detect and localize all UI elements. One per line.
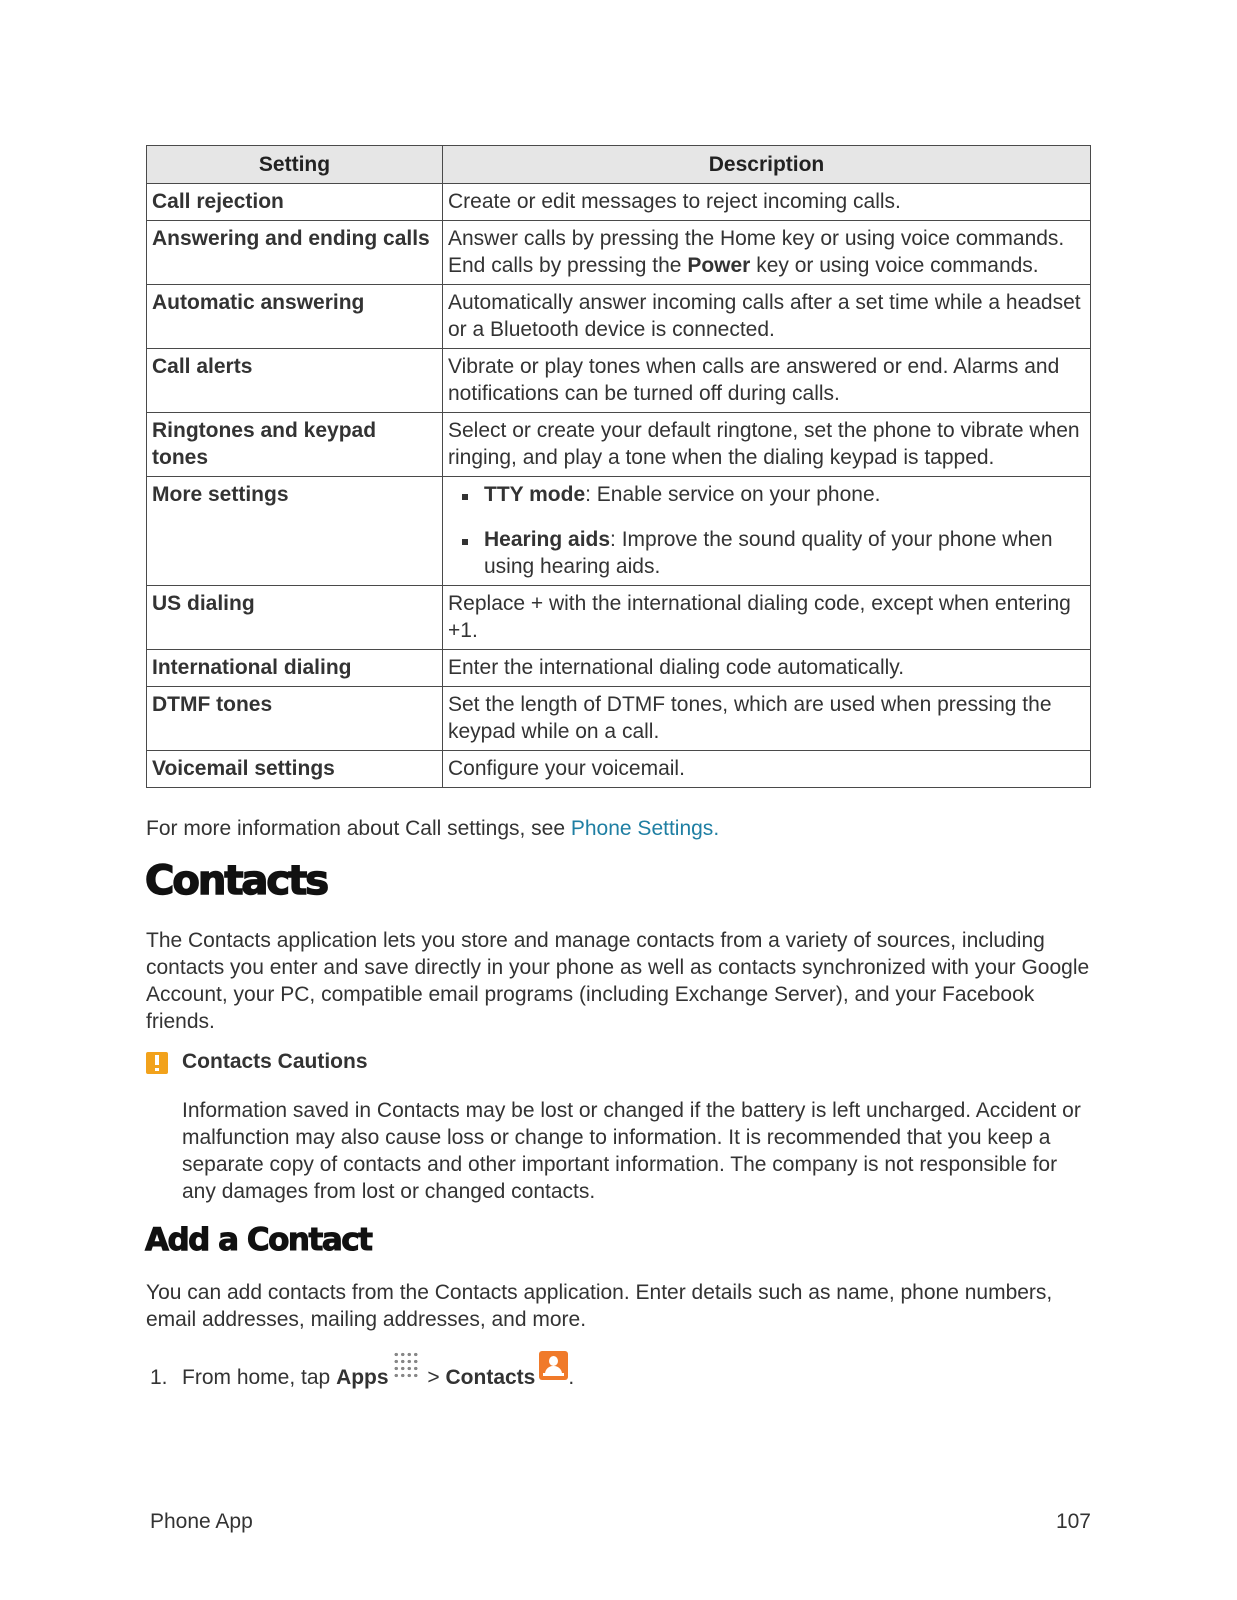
table-row [147, 477, 1091, 586]
column-header: Setting [147, 146, 443, 184]
setting-name: Voicemail settings [147, 751, 443, 788]
more-info-paragraph: For more information about Call settings, see Phone Settings. [146, 817, 720, 840]
contacts-app-icon [539, 1351, 568, 1380]
list-item: TTY mode: Enable service on your phone. [448, 481, 1085, 508]
setting-description: Select or create your default ringtone, set the phone to vibrate when ringing, and play a tone when the dialing keypad is tapped. [443, 413, 1091, 477]
setting-name: Automatic answering [147, 285, 443, 349]
setting-description: Answer calls by pressing the Home key or using voice commands. End calls by pressing the Power key or using voice commands. [443, 221, 1091, 285]
apps-label: Apps [336, 1366, 389, 1389]
setting-description: Vibrate or play tones when calls are answered or end. Alarms and notifications can be turned off during calls. [443, 349, 1091, 413]
contacts-heading: Contacts [145, 858, 328, 904]
setting-name: More settings [147, 477, 443, 586]
power-key-label: Power [687, 254, 751, 277]
table-header-row [147, 146, 1091, 184]
table-row [147, 184, 1091, 221]
setting-description: Configure your voicemail. [443, 751, 1091, 788]
caution-title: Contacts Cautions [182, 1050, 368, 1073]
setting-name: DTMF tones [147, 687, 443, 751]
contacts-intro: The Contacts application lets you store and manage contacts from a variety of sources, including contacts you enter and save directly in your phone as well as contacts synchronized with your Google Account, your PC, compatible email programs (including Exchange Server), and your Facebook friends. [146, 929, 1090, 1033]
setting-name: Ringtones and keypad tones [147, 413, 443, 477]
setting-description [443, 477, 1091, 586]
bullet-square-icon [462, 494, 468, 500]
footer-page-number: 107 [1055, 1510, 1091, 1533]
setting-name: US dialing [147, 586, 443, 650]
setting-description: Create or edit messages to reject incoming calls. [443, 184, 1091, 221]
call-settings-table [146, 145, 1091, 788]
caution-body: Information saved in Contacts may be lost or changed if the battery is left uncharged. Accident or malfunction may also cause loss or change to information. It is recommended that you keep a separate copy of contacts and other important information. The company is not responsible for any damages from lost or changed contacts. [182, 1099, 1081, 1203]
footer-section-name: Phone App [150, 1510, 253, 1533]
table-row [147, 687, 1091, 751]
add-contact-intro: You can add contacts from the Contacts application. Enter details such as name, phone numbers, email addresses, mailing addresses, and more. [146, 1281, 1053, 1331]
add-contact-heading: Add a Contact [145, 1222, 372, 1258]
setting-name: Call alerts [147, 349, 443, 413]
setting-description: Enter the international dialing code automatically. [443, 650, 1091, 687]
apps-grid-icon [393, 1351, 419, 1379]
contacts-label: Contacts [445, 1366, 536, 1389]
step-1: 1. From home, tap Apps > Contacts . [150, 1357, 574, 1391]
bullet-list [448, 481, 1085, 580]
table-row [147, 650, 1091, 687]
table-row [147, 285, 1091, 349]
column-header: Description [443, 146, 1091, 184]
setting-name: International dialing [147, 650, 443, 687]
table-row [147, 349, 1091, 413]
setting-description: Automatically answer incoming calls after a set time while a headset or a Bluetooth device is connected. [443, 285, 1091, 349]
bullet-square-icon [462, 539, 468, 545]
table-row [147, 586, 1091, 650]
table-row [147, 413, 1091, 477]
phone-settings-link[interactable]: Phone Settings [570, 817, 714, 840]
step-number: 1. [150, 1366, 168, 1389]
setting-name: Call rejection [147, 184, 443, 221]
table-row [147, 751, 1091, 788]
setting-name: Answering and ending calls [147, 221, 443, 285]
warning-icon [146, 1052, 168, 1074]
list-item: Hearing aids: Improve the sound quality of your phone when using hearing aids. [448, 526, 1085, 580]
setting-description: Replace + with the international dialing code, except when entering +1. [443, 586, 1091, 650]
setting-description: Set the length of DTMF tones, which are used when pressing the keypad while on a call. [443, 687, 1091, 751]
table-row [147, 221, 1091, 285]
